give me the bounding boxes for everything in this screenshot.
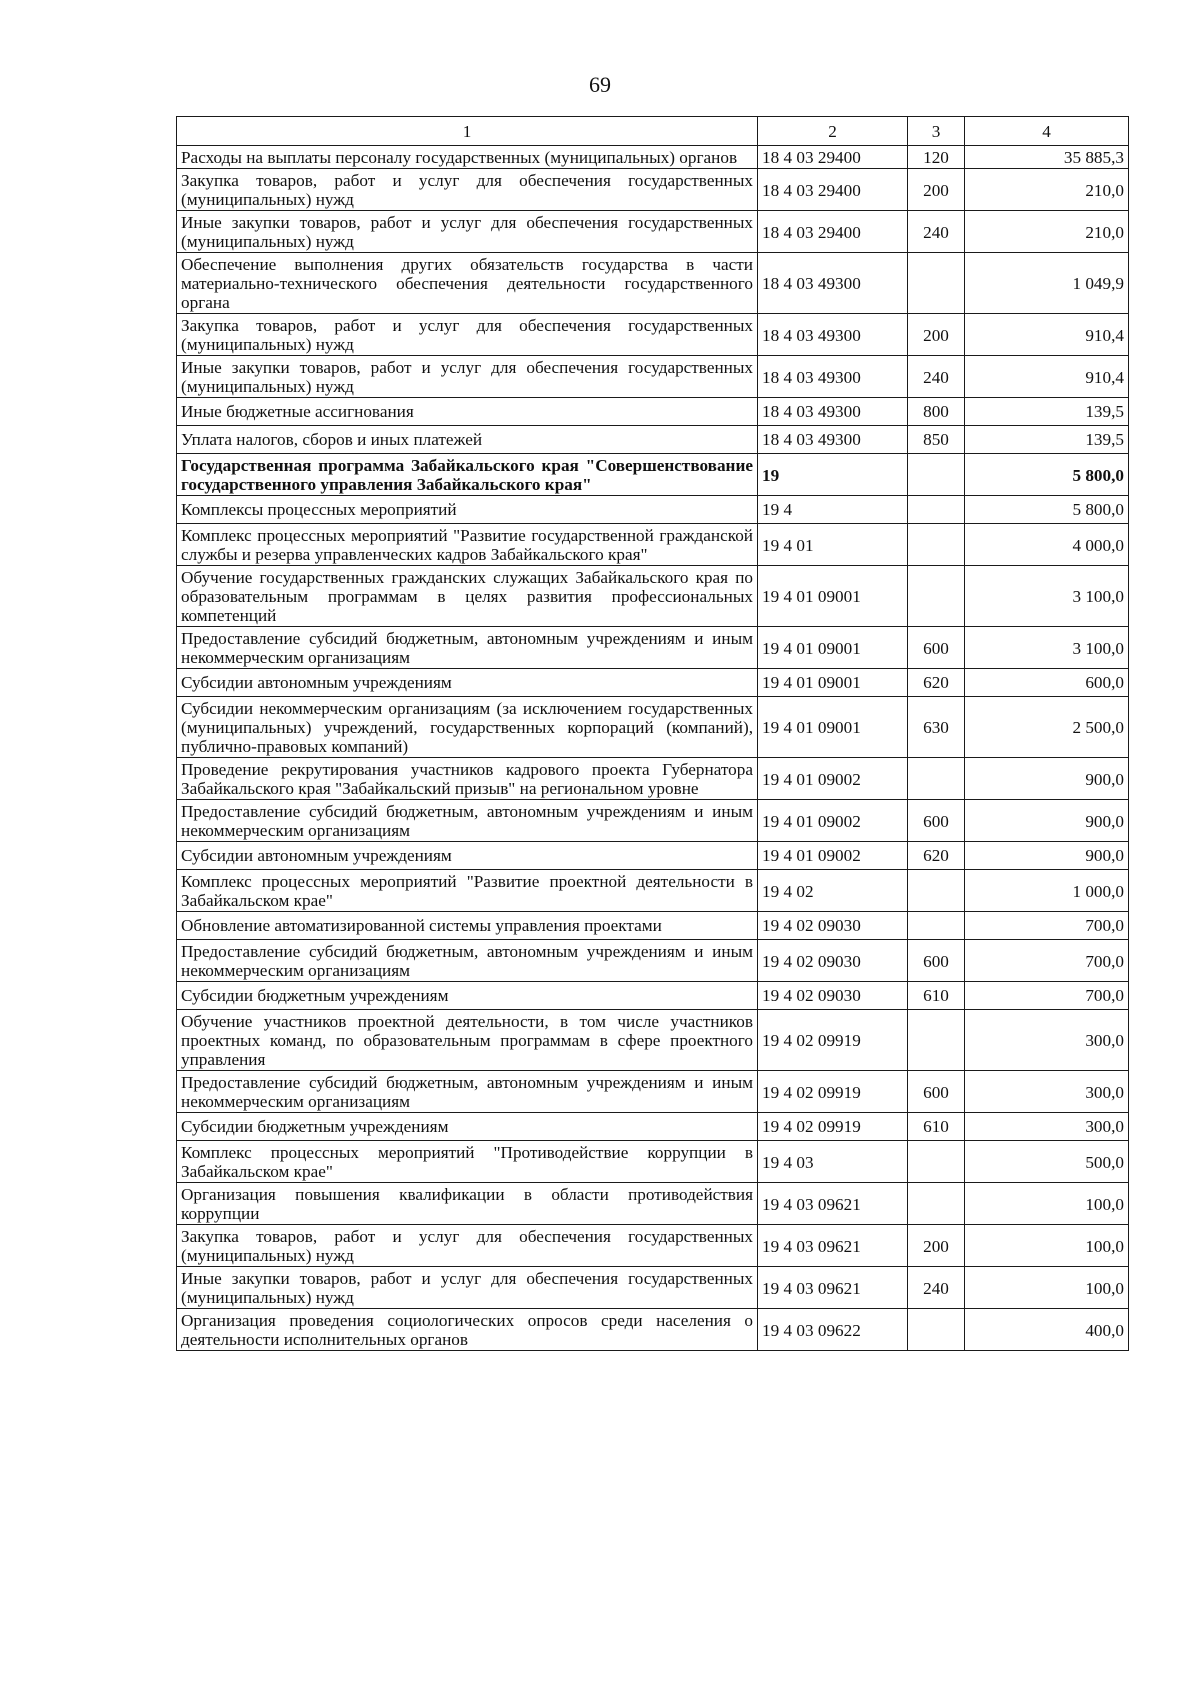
row-code: 19 4 01 09001 [758,697,908,758]
table-row [177,1309,1129,1351]
table-row [177,1183,1129,1225]
row-name: Организация повышения квалификации в области противодействия коррупции [177,1183,758,1225]
row-code: 19 4 02 09030 [758,940,908,982]
row-expense-type: 240 [908,1267,965,1309]
row-code: 18 4 03 49300 [758,356,908,398]
row-expense-type: 850 [908,426,965,454]
row-expense-type [908,524,965,566]
table-row [177,253,1129,314]
row-sum: 700,0 [965,982,1129,1010]
row-name: Иные бюджетные ассигнования [177,398,758,426]
row-code: 19 4 01 09002 [758,842,908,870]
row-name: Комплексы процессных мероприятий [177,496,758,524]
row-name: Субсидии бюджетным учреждениям [177,1113,758,1141]
table-row [177,758,1129,800]
table-row [177,842,1129,870]
row-code: 19 4 02 [758,870,908,912]
row-expense-type: 600 [908,800,965,842]
table-row [177,356,1129,398]
row-name: Обеспечение выполнения других обязательств государства в части материально-технического обеспечения деятельности государственного органа [177,253,758,314]
row-name: Иные закупки товаров, работ и услуг для обеспечения государственных (муниципальных) нужд [177,1267,758,1309]
row-expense-type [908,454,965,496]
row-sum: 910,4 [965,356,1129,398]
row-expense-type: 630 [908,697,965,758]
row-name: Расходы на выплаты персоналу государственных (муниципальных) органов [177,146,758,169]
row-code: 19 4 03 09622 [758,1309,908,1351]
row-expense-type: 620 [908,669,965,697]
table-row [177,1113,1129,1141]
row-name: Предоставление субсидий бюджетным, автономным учреждениям и иным некоммерческим организациям [177,627,758,669]
row-code: 19 4 02 09030 [758,912,908,940]
row-expense-type [908,253,965,314]
row-code: 19 4 02 09919 [758,1010,908,1071]
row-name: Предоставление субсидий бюджетным, автономным учреждениям и иным некоммерческим организациям [177,1071,758,1113]
row-name: Предоставление субсидий бюджетным, автономным учреждениям и иным некоммерческим организациям [177,800,758,842]
row-expense-type [908,1183,965,1225]
row-sum: 500,0 [965,1141,1129,1183]
row-sum: 900,0 [965,800,1129,842]
row-code: 18 4 03 29400 [758,169,908,211]
row-name: Закупка товаров, работ и услуг для обеспечения государственных (муниципальных) нужд [177,1225,758,1267]
row-code: 19 4 01 09001 [758,566,908,627]
row-name: Субсидии автономным учреждениям [177,842,758,870]
row-code: 19 4 02 09030 [758,982,908,1010]
table-row [177,912,1129,940]
row-expense-type: 600 [908,1071,965,1113]
row-name: Субсидии некоммерческим организациям (за исключением государственных (муниципальных) учреждений, государственных корпораций (компаний), публично-правовых компаний) [177,697,758,758]
row-sum: 1 049,9 [965,253,1129,314]
table-row [177,940,1129,982]
row-code: 18 4 03 49300 [758,314,908,356]
row-sum: 5 800,0 [965,454,1129,496]
row-sum: 3 100,0 [965,566,1129,627]
row-expense-type: 240 [908,356,965,398]
row-code: 18 4 03 49300 [758,253,908,314]
row-sum: 900,0 [965,842,1129,870]
row-code: 18 4 03 49300 [758,426,908,454]
row-name: Иные закупки товаров, работ и услуг для обеспечения государственных (муниципальных) нужд [177,356,758,398]
row-sum: 4 000,0 [965,524,1129,566]
table-row [177,1267,1129,1309]
row-sum: 210,0 [965,211,1129,253]
row-sum: 35 885,3 [965,146,1129,169]
row-name: Государственная программа Забайкальского края "Совершенствование государственного управления Забайкальского края" [177,454,758,496]
row-expense-type: 610 [908,1113,965,1141]
row-sum: 100,0 [965,1183,1129,1225]
row-expense-type [908,912,965,940]
table-row [177,1071,1129,1113]
row-name: Обучение государственных гражданских служащих Забайкальского края по образовательным программам в целях развития профессиональных компетенций [177,566,758,627]
row-expense-type [908,1010,965,1071]
budget-table [176,116,1129,1351]
row-name: Комплекс процессных мероприятий "Развитие государственной гражданской службы и резерва управленческих кадров Забайкальского края" [177,524,758,566]
header-col-type: 3 [908,117,965,146]
table-row [177,697,1129,758]
table-row [177,496,1129,524]
row-code: 19 4 03 09621 [758,1183,908,1225]
row-name: Субсидии бюджетным учреждениям [177,982,758,1010]
row-name: Комплекс процессных мероприятий "Развитие проектной деятельности в Забайкальском крае" [177,870,758,912]
row-sum: 139,5 [965,426,1129,454]
row-sum: 100,0 [965,1267,1129,1309]
row-expense-type: 800 [908,398,965,426]
row-expense-type [908,758,965,800]
row-sum: 400,0 [965,1309,1129,1351]
row-name: Обучение участников проектной деятельности, в том числе участников проектных команд, по образовательным программам в сфере проектного управления [177,1010,758,1071]
table-row [177,524,1129,566]
row-code: 19 4 03 09621 [758,1267,908,1309]
row-sum: 900,0 [965,758,1129,800]
row-sum: 2 500,0 [965,697,1129,758]
table-row [177,211,1129,253]
row-expense-type [908,1309,965,1351]
row-sum: 1 000,0 [965,870,1129,912]
row-name: Проведение рекрутирования участников кадрового проекта Губернатора Забайкальского края "Забайкальский призыв" на региональном уровне [177,758,758,800]
page-number: 69 [589,72,611,97]
row-code: 19 4 [758,496,908,524]
row-code: 19 4 03 [758,1141,908,1183]
row-name: Уплата налогов, сборов и иных платежей [177,426,758,454]
row-name: Организация проведения социологических опросов среди населения о деятельности исполнительных органов [177,1309,758,1351]
row-name: Закупка товаров, работ и услуг для обеспечения государственных (муниципальных) нужд [177,314,758,356]
table-header-row [177,117,1129,146]
table-row [177,169,1129,211]
row-sum: 700,0 [965,912,1129,940]
row-expense-type [908,566,965,627]
row-expense-type [908,870,965,912]
row-sum: 300,0 [965,1071,1129,1113]
table-row [177,1010,1129,1071]
row-code: 19 4 01 09002 [758,800,908,842]
row-sum: 300,0 [965,1113,1129,1141]
table-row-program [177,454,1129,496]
header-col-code: 2 [758,117,908,146]
row-code: 19 4 02 09919 [758,1071,908,1113]
row-sum: 139,5 [965,398,1129,426]
row-expense-type: 610 [908,982,965,1010]
table-row [177,800,1129,842]
row-code: 19 4 01 09002 [758,758,908,800]
row-name: Комплекс процессных мероприятий "Противодействие коррупции в Забайкальском крае" [177,1141,758,1183]
row-sum: 3 100,0 [965,627,1129,669]
table-row [177,627,1129,669]
row-code: 19 [758,454,908,496]
row-expense-type [908,1141,965,1183]
table-row [177,870,1129,912]
row-expense-type: 200 [908,1225,965,1267]
table-row [177,398,1129,426]
row-sum: 210,0 [965,169,1129,211]
table-row [177,1141,1129,1183]
row-name: Иные закупки товаров, работ и услуг для обеспечения государственных (муниципальных) нужд [177,211,758,253]
row-code: 19 4 01 09001 [758,669,908,697]
row-code: 19 4 01 09001 [758,627,908,669]
row-expense-type: 120 [908,146,965,169]
row-code: 18 4 03 29400 [758,146,908,169]
row-sum: 700,0 [965,940,1129,982]
row-expense-type: 200 [908,314,965,356]
table-row [177,314,1129,356]
table-row [177,669,1129,697]
row-expense-type: 200 [908,169,965,211]
row-sum: 5 800,0 [965,496,1129,524]
row-sum: 300,0 [965,1010,1129,1071]
row-code: 18 4 03 49300 [758,398,908,426]
header-col-name: 1 [177,117,758,146]
row-expense-type: 240 [908,211,965,253]
row-sum: 600,0 [965,669,1129,697]
row-code: 19 4 03 09621 [758,1225,908,1267]
row-code: 19 4 01 [758,524,908,566]
row-sum: 100,0 [965,1225,1129,1267]
row-expense-type: 600 [908,627,965,669]
row-name: Субсидии автономным учреждениям [177,669,758,697]
table-row [177,426,1129,454]
row-expense-type [908,496,965,524]
row-expense-type: 620 [908,842,965,870]
row-name: Закупка товаров, работ и услуг для обеспечения государственных (муниципальных) нужд [177,169,758,211]
header-col-sum: 4 [965,117,1129,146]
row-code: 18 4 03 29400 [758,211,908,253]
row-code: 19 4 02 09919 [758,1113,908,1141]
table-row [177,146,1129,169]
table-row [177,982,1129,1010]
row-name: Обновление автоматизированной системы управления проектами [177,912,758,940]
row-name: Предоставление субсидий бюджетным, автономным учреждениям и иным некоммерческим организациям [177,940,758,982]
table-row [177,566,1129,627]
row-expense-type: 600 [908,940,965,982]
row-sum: 910,4 [965,314,1129,356]
table-row [177,1225,1129,1267]
